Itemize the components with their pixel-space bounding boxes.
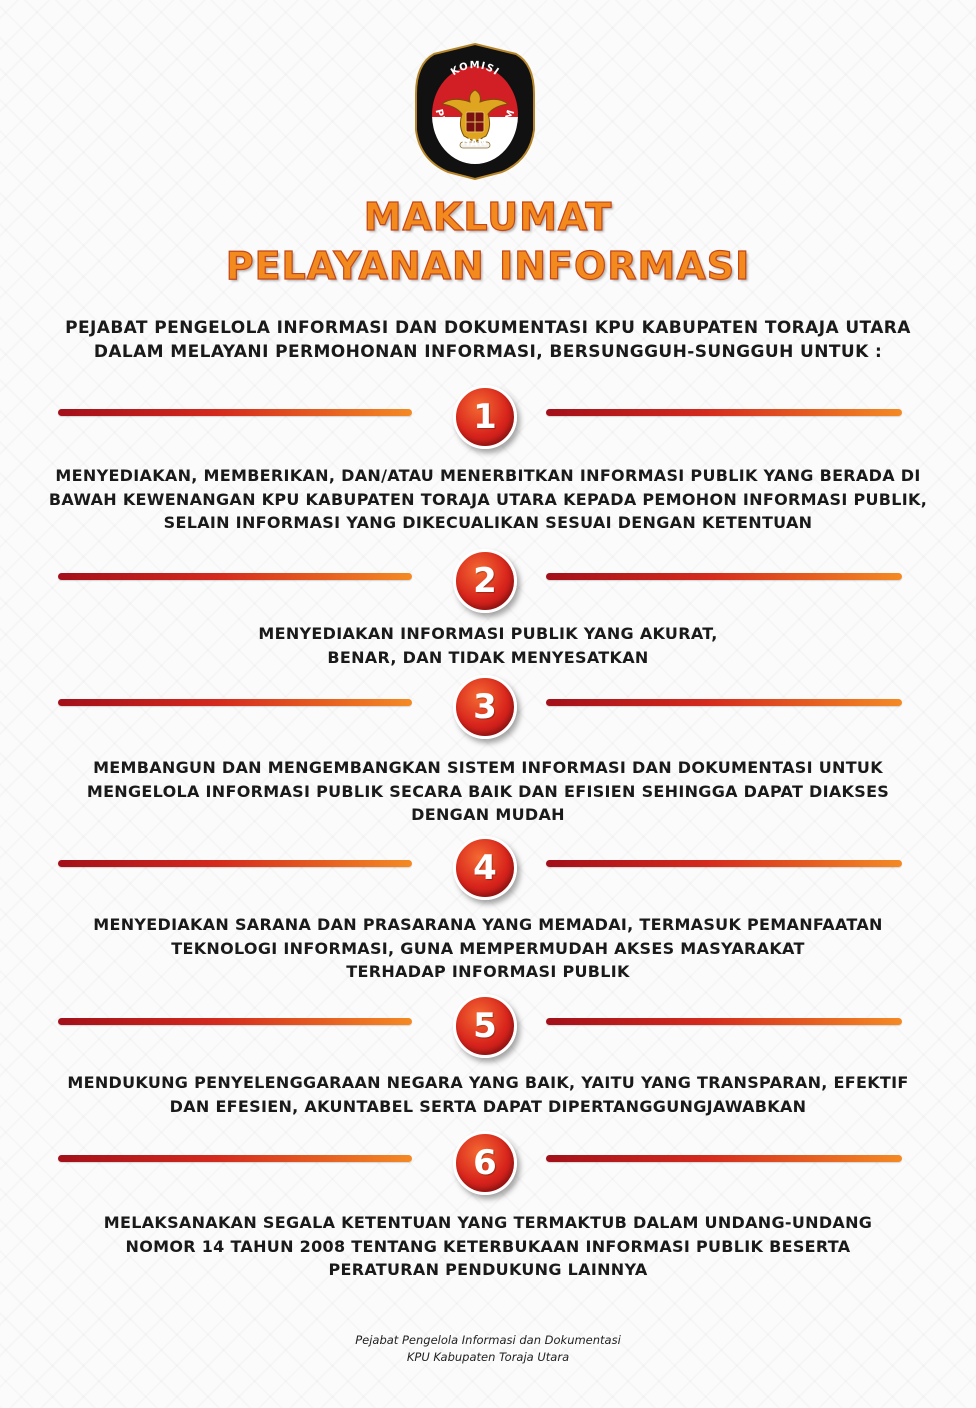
item-line: MENDUKUNG PENYELENGGARAAN NEGARA YANG BAIK, YAITU YANG TRANSPARAN, EFEKTIF	[67, 1073, 909, 1092]
separator-line-right	[546, 573, 902, 580]
number-badge-6: 6	[453, 1131, 517, 1195]
separator-line-left	[58, 573, 412, 580]
svg-text:KOMISI: KOMISI	[449, 60, 502, 79]
item-line: MENYEDIAKAN INFORMASI PUBLIK YANG AKURAT,	[258, 624, 718, 643]
item-6-text	[40, 1211, 936, 1282]
item-line: NOMOR 14 TAHUN 2008 TENTANG KETERBUKAAN INFORMASI PUBLIK BESERTA	[125, 1236, 851, 1256]
number-badge-3: 3	[453, 675, 517, 739]
footer-line-1: Pejabat Pengelola Informasi dan Dokumentasi	[355, 1333, 621, 1347]
separator-line-right	[546, 860, 902, 867]
item-3-text	[40, 756, 936, 827]
footer-signature	[0, 1332, 976, 1366]
item-line: SELAIN INFORMASI YANG DIKECUALIKAN SESUAI DENGAN KETENTUAN	[163, 513, 813, 532]
item-line: MENYEDIAKAN SARANA DAN PRASARANA YANG MEMADAI, TERMASUK PEMANFAATAN	[93, 915, 883, 934]
number-badge-2: 2	[453, 549, 517, 613]
number-badge-4: 4	[453, 836, 517, 900]
separator-line-left	[58, 860, 412, 867]
item-line: MENGELOLA INFORMASI PUBLIK SECARA BAIK DAN EFISIEN SEHINGGA DAPAT DIAKSES	[86, 781, 890, 801]
number-badge-5: 5	[453, 994, 517, 1058]
separator-line-right	[546, 1018, 902, 1025]
item-5-text	[40, 1071, 936, 1118]
separator-line-right	[546, 1155, 902, 1162]
footer-line-2: KPU Kabupaten Toraja Utara	[406, 1350, 570, 1364]
number-badge-1: 1	[453, 385, 517, 449]
item-line: MENYEDIAKAN, MEMBERIKAN, DAN/ATAU MENERBITKAN INFORMASI PUBLIK YANG BERADA DI	[55, 466, 921, 485]
kpu-logo-graphic	[412, 42, 538, 180]
item-line: MELAKSANAKAN SEGALA KETENTUAN YANG TERMAKTUB DALAM UNDANG-UNDANG	[103, 1213, 873, 1232]
kpu-logo	[412, 42, 538, 180]
item-line: PERATURAN PENDUKUNG LAINNYA	[328, 1260, 648, 1279]
title-line-2: PELAYANAN INFORMASI	[225, 244, 751, 288]
title-line-1: MAKLUMAT	[363, 195, 613, 239]
intro-line-2: DALAM MELAYANI PERMOHONAN INFORMASI, BERSUNGGUH-SUNGGUH UNTUK :	[93, 342, 883, 362]
separator-line-left	[58, 1155, 412, 1162]
item-line: TEKNOLOGI INFORMASI, GUNA MEMPERMUDAH AKSES MASYARAKAT	[171, 938, 805, 958]
item-line: DENGAN MUDAH	[411, 805, 565, 824]
item-line: BAWAH KEWENANGAN KPU KABUPATEN TORAJA UTARA KEPADA PEMOHON INFORMASI PUBLIK,	[48, 489, 928, 509]
separator-line-right	[546, 409, 902, 416]
item-line: MEMBANGUN DAN MENGEMBANGKAN SISTEM INFORMASI DAN DOKUMENTASI UNTUK	[93, 758, 883, 777]
separator-line-right	[546, 699, 902, 706]
intro-text	[0, 316, 976, 364]
item-1-text	[40, 464, 936, 535]
separator-line-left	[58, 699, 412, 706]
item-line: DAN EFESIEN, AKUNTABEL SERTA DAPAT DIPERTANGGUNGJAWABKAN	[169, 1096, 807, 1116]
intro-line-1: PEJABAT PENGELOLA INFORMASI DAN DOKUMENTASI KPU KABUPATEN TORAJA UTARA	[65, 318, 911, 338]
svg-text:PEMILIHAN UMUM: PEMILIHAN UMUM	[432, 107, 518, 150]
item-4-text	[40, 913, 936, 984]
item-line: BENAR, DAN TIDAK MENYESATKAN	[327, 647, 649, 667]
separator-line-left	[58, 1018, 412, 1025]
item-line: TERHADAP INFORMASI PUBLIK	[346, 962, 630, 981]
separator-line-left	[58, 409, 412, 416]
item-2-text	[40, 622, 936, 669]
